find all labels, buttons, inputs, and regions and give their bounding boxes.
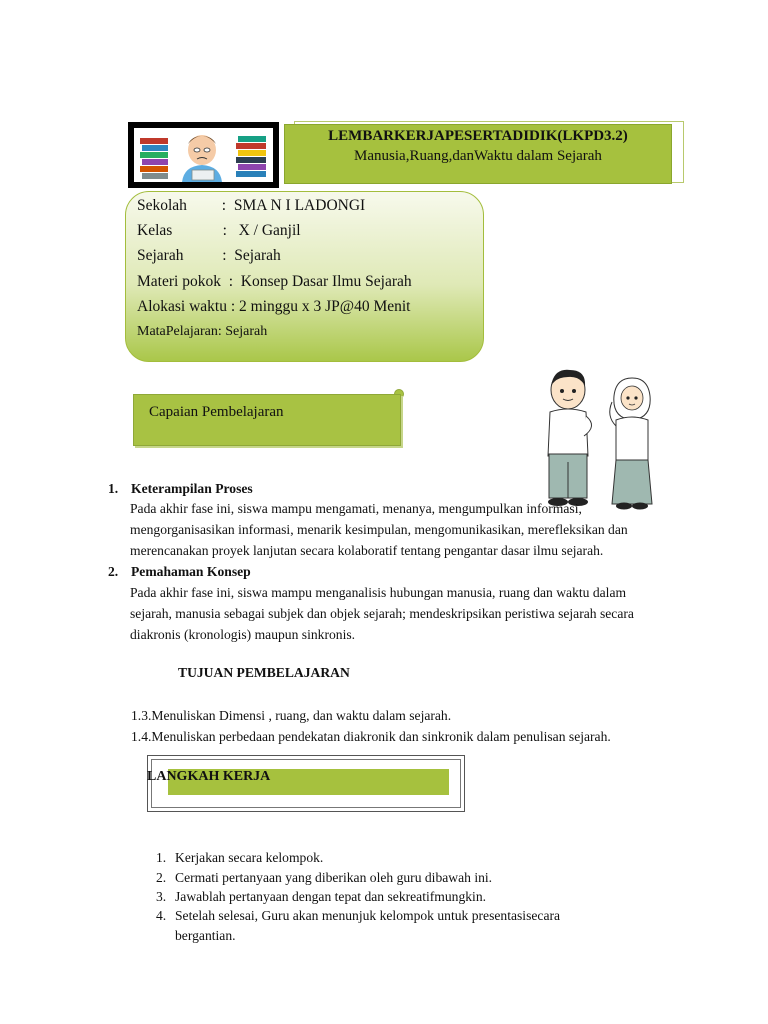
capaian-banner-label: Capaian Pembelajaran bbox=[149, 404, 284, 420]
langkah-item-3-text: Jawablah pertanyaan dengan tepat dan sekreatifmungkin. bbox=[175, 889, 487, 904]
info-row-sekolah: Sekolah : SMA N I LADONGI bbox=[137, 197, 366, 214]
info-row-mata-pelajaran: MataPelajaran: Sejarah bbox=[137, 324, 268, 339]
langkah-item-4-text: Setelah selesai, Guru akan menunjuk kelompok untuk presentasisecara bbox=[175, 908, 561, 923]
school-info-box bbox=[125, 191, 484, 362]
tujuan-item-2: 1.4.Menuliskan perbedaan pendekatan diakronik dan sinkronik dalam penulisan sejarah. bbox=[131, 729, 611, 744]
document-subtitle: Manusia,Ruang,danWaktu dalam Sejarah bbox=[354, 148, 602, 164]
capaian-item-2-heading: Pemahaman Konsep bbox=[131, 564, 251, 579]
capaian-item-1-number: 1. bbox=[108, 481, 119, 496]
capaian-item-1-heading: Keterampilan Proses bbox=[131, 481, 253, 496]
capaian-item-1-line-3: merencanakan proyek lanjutan secara kolaboratif tentang pengantar dasar ilmu sejarah. bbox=[130, 543, 604, 558]
student-reading-icon bbox=[134, 128, 273, 182]
tujuan-item-1: 1.3.Menuliskan Dimensi , ruang, dan waktu dalam sejarah. bbox=[131, 708, 452, 723]
langkah-item-4-number: 4. bbox=[156, 908, 167, 923]
langkah-item-1-text: Kerjakan secara kelompok. bbox=[175, 850, 324, 865]
info-row-materi-pokok: Materi pokok : Konsep Dasar Ilmu Sejarah bbox=[137, 273, 412, 290]
langkah-item-1-number: 1. bbox=[156, 850, 167, 865]
capaian-item-1-line-2: mengorganisasikan informasi, menarik kesimpulan, mengomunikasikan, merefleksikan dan bbox=[130, 522, 628, 537]
capaian-item-2-number: 2. bbox=[108, 564, 119, 579]
title-picture-frame bbox=[128, 122, 279, 188]
capaian-banner bbox=[133, 394, 401, 446]
langkah-item-2-text: Cermati pertanyaan yang diberikan oleh guru dibawah ini. bbox=[175, 870, 493, 885]
langkah-item-2-number: 2. bbox=[156, 870, 167, 885]
document-title: LEMBARKERJAPESERTADIDIK(LKPD3.2) bbox=[328, 128, 628, 144]
info-row-sejarah: Sejarah : Sejarah bbox=[137, 247, 281, 264]
info-row-alokasi-waktu: Alokasi waktu : 2 minggu x 3 JP@40 Menit bbox=[137, 298, 411, 315]
langkah-item-4-continuation: bergantian. bbox=[175, 928, 236, 943]
title-box bbox=[284, 124, 672, 184]
capaian-item-2-line-2: sejarah, manusia sebagai subjek dan objek sejarah; mendeskripsikan peristiwa sejarah secara bbox=[130, 606, 634, 621]
langkah-item-3-number: 3. bbox=[156, 889, 167, 904]
info-row-kelas: Kelas : X / Ganjil bbox=[137, 222, 301, 239]
tujuan-heading: TUJUAN PEMBELAJARAN bbox=[178, 665, 350, 680]
two-students-icon bbox=[540, 366, 660, 512]
capaian-item-2-line-3: diakronis (kronologis) maupun sinkronis. bbox=[130, 627, 356, 642]
langkah-kerja-heading: LANGKAH KERJA bbox=[147, 769, 271, 784]
capaian-item-1-line-1: Pada akhir fase ini, siswa mampu mengamati, menanya, mengumpulkan informasi, bbox=[130, 501, 582, 516]
capaian-item-2-line-1: Pada akhir fase ini, siswa mampu menganalisis hubungan manusia, ruang dan waktu dalam bbox=[130, 585, 627, 600]
